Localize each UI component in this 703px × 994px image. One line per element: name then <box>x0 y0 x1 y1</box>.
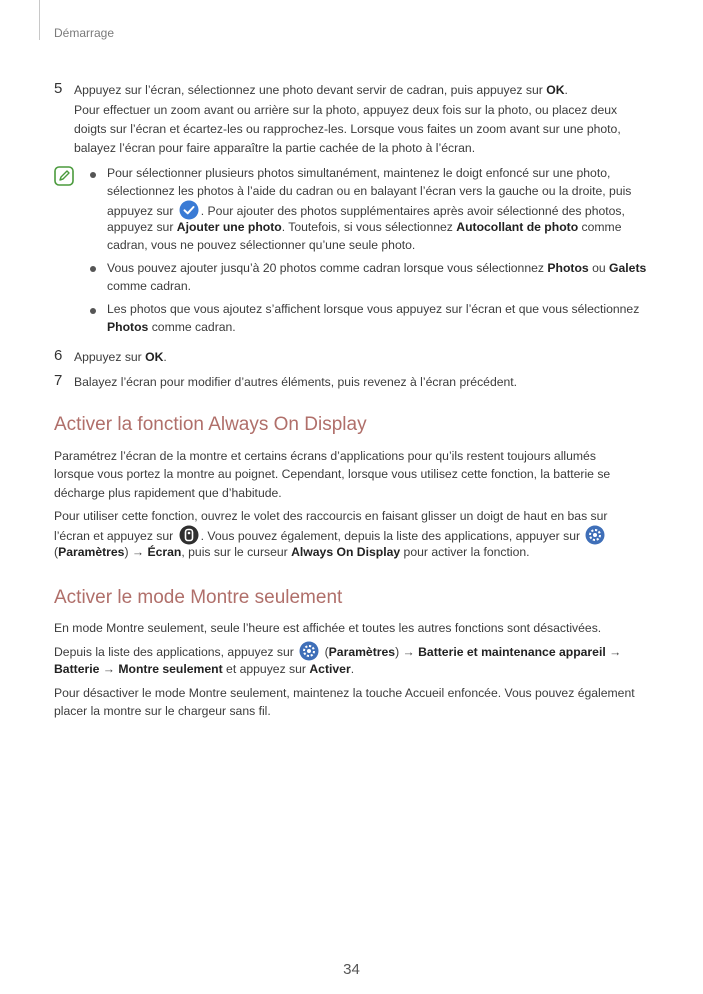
aod-p1-line-2: lorsque vous portez la montre au poignet. Cependant, lorsque vous utilisez cette fonction, la batterie se <box>54 467 611 481</box>
check-circle-icon <box>179 200 199 220</box>
section-title-aod: Activer la fonction Always On Display <box>54 414 367 435</box>
section-title-watch-only: Activer le mode Montre seulement <box>54 587 343 608</box>
settings-gear-icon <box>299 641 319 661</box>
note-bullet-1-line-2: sélectionnez les photos à l’aide du cadran ou en balayant l’écran vers la gauche ou la droite, puis <box>107 184 632 198</box>
step-5-line-2: Pour effectuer un zoom avant ou arrière sur la photo, appuyez deux fois sur la photo, ou placez deux <box>74 103 618 117</box>
step-7-text: Balayez l’écran pour modifier d’autres éléments, puis revenez à l’écran précédent. <box>74 375 518 389</box>
note-bullet-2-line-2: comme cadran. <box>107 279 191 293</box>
bullet <box>90 266 96 272</box>
step-6-text: Appuyez sur OK. <box>74 350 167 364</box>
note-bullet-1-line-3: appuyez sur . Pour ajouter des photos supplémentaires après avoir sélectionné des photos, <box>107 200 625 220</box>
aod-p2-line-1: Pour utiliser cette fonction, ouvrez le volet des raccourcis en faisant glisser un doigt de haut en bas sur <box>54 509 608 523</box>
watch-p1: En mode Montre seulement, seule l’heure est affichée et toutes les autres fonctions sont désactivées. <box>54 621 602 635</box>
step-5-line-1: Appuyez sur l’écran, sélectionnez une photo devant servir de cadran, puis appuyez sur OK. <box>74 83 568 97</box>
bullet <box>90 172 96 178</box>
note-bullet-2-line-1: Vous pouvez ajouter jusqu’à 20 photos comme cadran lorsque vous sélectionnez Photos ou Galets <box>107 261 647 275</box>
page-number: 34 <box>343 961 360 978</box>
step-number: 7 <box>54 372 63 389</box>
note-bullet-1-line-5: cadran, vous ne pouvez sélectionner qu’une seule photo. <box>107 238 416 252</box>
watch-p3-line-2: placer la montre sur le chargeur sans fil. <box>54 704 271 718</box>
watch-p3-line-1: Pour désactiver le mode Montre seulement, maintenez la touche Accueil enfoncée. Vous pouvez également <box>54 686 635 700</box>
aod-p2-line-2: l’écran et appuyez sur . Vous pouvez également, depuis la liste des applications, appuyer sur <box>54 525 607 545</box>
header-title: Démarrage <box>54 26 115 40</box>
aod-p1-line-1: Paramétrez l’écran de la montre et certains écrans d’applications pour qu’ils restent toujours allumés <box>54 449 596 463</box>
header-rule <box>39 0 40 40</box>
note-pencil-icon <box>54 166 74 186</box>
note-bullet-3-line-1: Les photos que vous ajoutez s’affichent lorsque vous appuyez sur l’écran et que vous sélectionnez <box>107 302 640 316</box>
note-bullet-3-line-2: Photos comme cadran. <box>107 320 236 334</box>
settings-gear-icon <box>585 525 605 545</box>
note-bullet-1-line-4: appuyez sur Ajouter une photo. Toutefois, si vous sélectionnez Autocollant de photo comme <box>107 220 622 234</box>
step-number: 6 <box>54 347 63 364</box>
step-number: 5 <box>54 80 63 97</box>
watch-p2-line-1: Depuis la liste des applications, appuyez sur (Paramètres) → Batterie et maintenance appareil → <box>54 641 621 661</box>
step-5-line-4: balayez l’écran pour faire apparaître la partie cachée de la photo à l’écran. <box>74 141 476 155</box>
note-bullet-1-line-1: Pour sélectionner plusieurs photos simultanément, maintenez le doigt enfoncé sur une photo, <box>107 166 611 180</box>
bullet <box>90 308 96 314</box>
aod-p1-line-3: décharge plus rapidement que d’habitude. <box>54 486 282 500</box>
step-5-line-3: doigts sur l’écran et écartez-les ou rapprochez-les. Lorsque vous faites un zoom avant sur une photo, <box>74 122 621 136</box>
aod-p2-line-3: (Paramètres) → Écran, puis sur le curseur Always On Display pour activer la fonction. <box>54 545 530 559</box>
watch-p2-line-2: Batterie → Montre seulement et appuyez sur Activer. <box>54 662 355 676</box>
always-on-display-icon <box>179 525 199 545</box>
